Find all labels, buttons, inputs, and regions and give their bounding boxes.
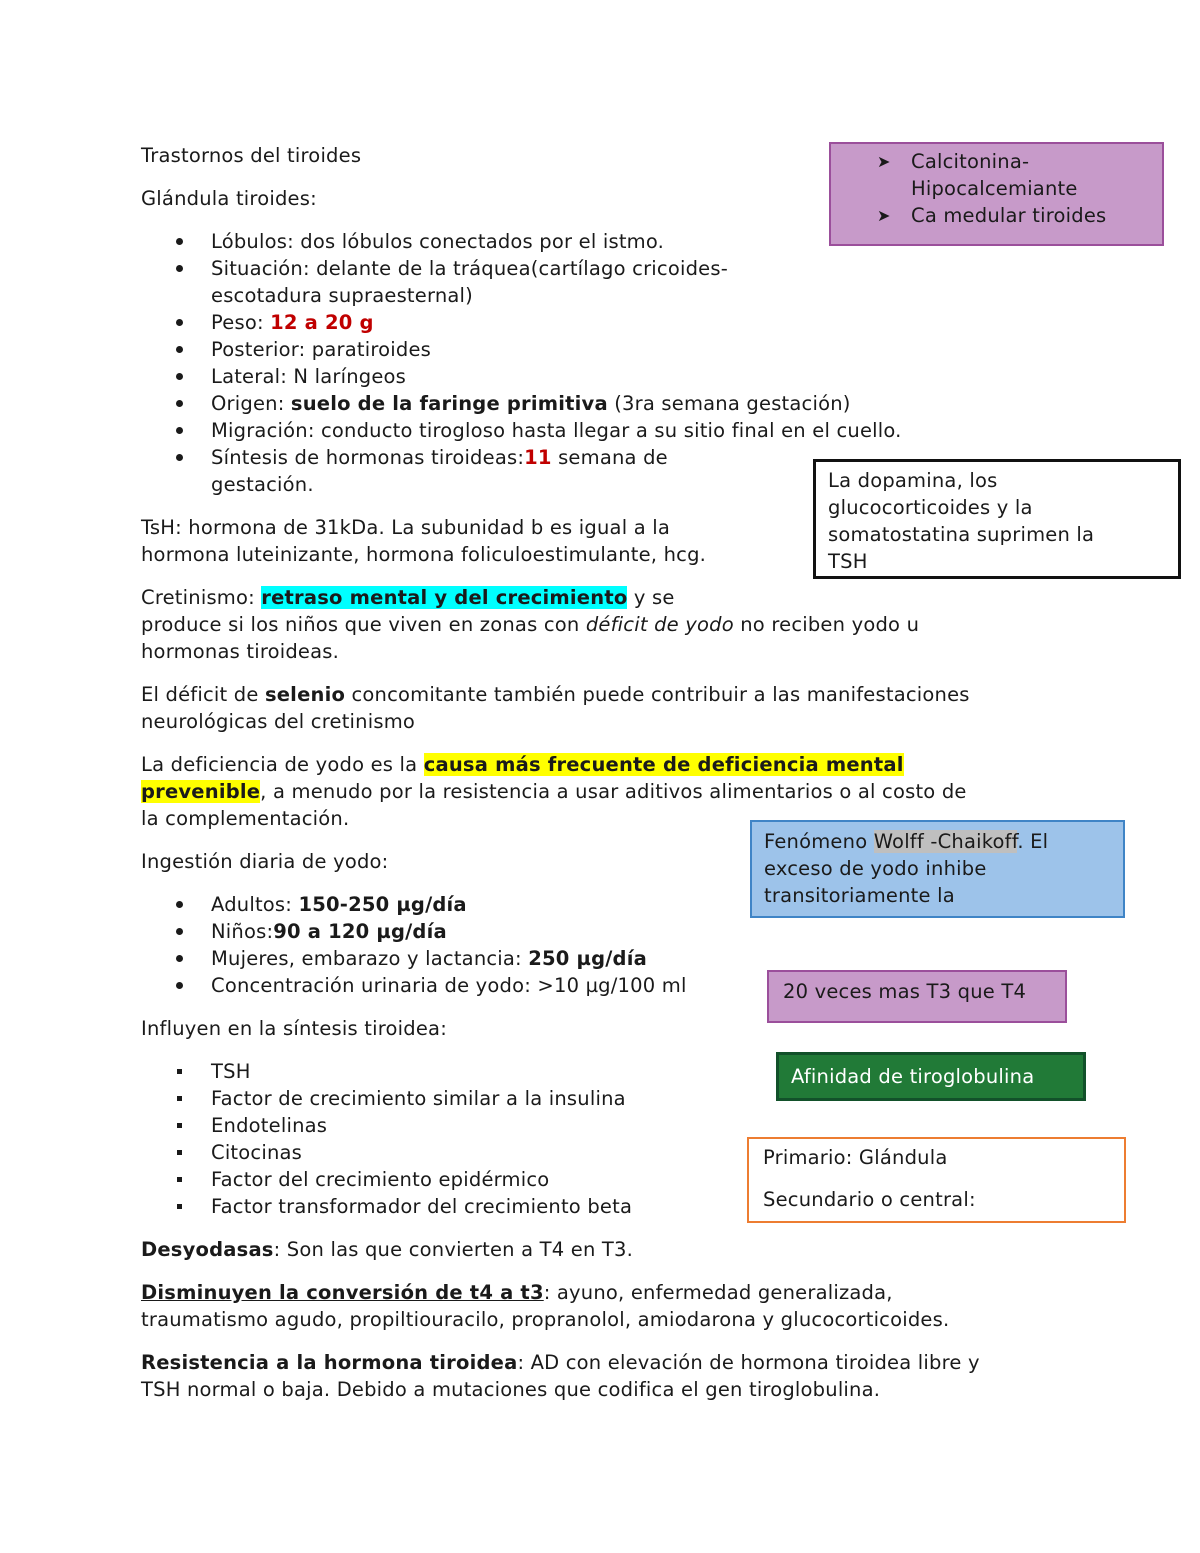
glandula-heading: Glándula tiroides:: [141, 187, 317, 210]
list-item: Origen: suelo de la faringe primitiva (3ra semana gestación): [141, 390, 1101, 417]
list-item: Posterior: paratiroides: [141, 336, 1101, 363]
calcitonina-item: ➤ Calcitonina- Hipocalcemiante: [877, 150, 1078, 200]
wolff-chaikoff-box: Fenómeno Wolff -Chaikoff. El exceso de yodo inhibe transitoriamente la: [750, 820, 1125, 918]
page-title: Trastornos del tiroides: [141, 144, 362, 167]
list-item: Peso: 12 a 20 g: [141, 309, 1101, 336]
list-item: Mujeres, embarazo y lactancia: 250 µg/día: [141, 945, 1101, 972]
list-item: Situación: delante de la tráquea(cartílago cricoides- escotadura supraesternal): [141, 255, 1101, 309]
list-item: Niños:90 a 120 µg/día: [141, 918, 1101, 945]
yodo-deficiencia-paragraph: La deficiencia de yodo es la causa más frecuente de deficiencia mental prevenible, a menudo por la resistencia a usar aditivos alimentarios o al costo de la complementación.: [141, 753, 967, 830]
list-item: Lateral: N laríngeos: [141, 363, 1101, 390]
list-item: Factor del crecimiento epidérmico: [141, 1166, 1101, 1193]
arrow-bullet-icon: ➤: [877, 206, 891, 225]
list-item: Adultos: 150-250 µg/día: [141, 891, 1101, 918]
list-item: Concentración urinaria de yodo: >10 µg/100 ml: [141, 972, 1101, 999]
list-item: Lóbulos: dos lóbulos conectados por el istmo.: [141, 228, 1101, 255]
disminuyen-paragraph: Disminuyen la conversión de t4 a t3: ayuno, enfermedad generalizada, traumatismo agudo, propiltiouracilo, propranolol, amiodarona y glucocorticoides.: [141, 1281, 950, 1331]
list-item: Factor de crecimiento similar a la insulina: [141, 1085, 1101, 1112]
t3-t4-box: 20 veces mas T3 que T4: [767, 970, 1067, 1023]
dopamina-box: La dopamina, los glucocorticoides y la somatostatina suprimen la TSH: [813, 459, 1181, 579]
ingestion-heading: Ingestión diaria de yodo:: [141, 850, 389, 873]
tsh-paragraph: TsH: hormona de 31kDa. La subunidad b es igual a la hormona luteinizante, hormona foliculoestimulante, hcg.: [141, 516, 707, 566]
primario-box: Primario: Glándula Secundario o central:: [747, 1137, 1126, 1223]
calcitonina-item: ➤ Ca medular tiroides: [877, 204, 1107, 227]
list-item: Endotelinas: [141, 1112, 1101, 1139]
desyodasas-paragraph: Desyodasas: Son las que convierten a T4 en T3.: [141, 1238, 634, 1261]
peso-value: 12 a 20 g: [270, 311, 374, 334]
influyen-heading: Influyen en la síntesis tiroidea:: [141, 1017, 447, 1040]
glandula-list: [141, 228, 1101, 498]
list-item: TSH: [141, 1058, 1101, 1085]
list-item: Factor transformador del crecimiento beta: [141, 1193, 1101, 1220]
arrow-bullet-icon: ➤: [877, 152, 891, 171]
resistencia-paragraph: Resistencia a la hormona tiroidea: AD con elevación de hormona tiroidea libre y TSH normal o baja. Debido a mutaciones que codifica el gen tiroglobulina.: [141, 1351, 980, 1401]
list-item: Migración: conducto tirogloso hasta llegar a su sitio final en el cuello.: [141, 417, 1101, 444]
cretinismo-paragraph: Cretinismo: retraso mental y del crecimiento y se produce si los niños que viven en zonas con déficit de yodo no reciben yodo u hormonas tiroideas.: [141, 586, 920, 663]
selenio-paragraph: El déficit de selenio concomitante también puede contribuir a las manifestaciones neurológicas del cretinismo: [141, 683, 970, 733]
list-item: Síntesis de hormonas tiroideas:11 semana de gestación.: [141, 444, 1101, 498]
calcitonina-box: [829, 142, 1164, 246]
tiroglobulina-box: Afinidad de tiroglobulina: [776, 1052, 1086, 1101]
list-item: Citocinas: [141, 1139, 1101, 1166]
